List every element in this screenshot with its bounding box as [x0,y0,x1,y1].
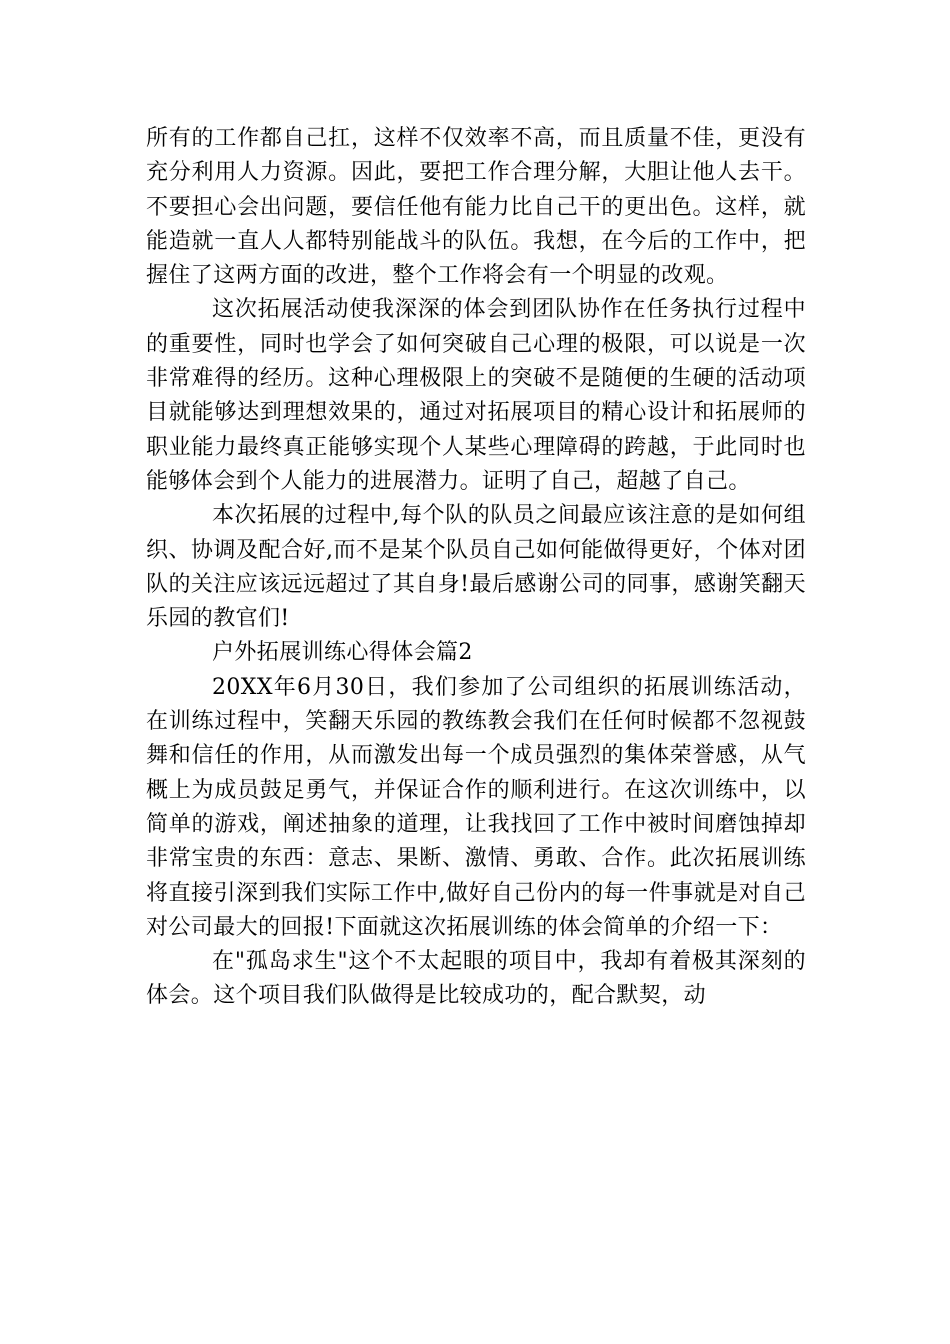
document-page [146,122,806,1014]
paragraph-team-reflection: 这次拓展活动使我深深的体会到团队协作在任务执行过程中的重要性，同时也学会了如何突破自己心理的极限，可以说是一次非常难得的经历。这种心理极限上的突破不是随便的生硬的活动项目就能够达到理想效果的，通过对拓展项目的精心设计和拓展师的职业能力最终真正能够实现个人某些心理障碍的跨越，于此同时也能够体会到个人能力的进展潜力。证明了自己，超越了自己。 [146,297,806,494]
paragraph-training-date: 20XX年6月30日，我们参加了公司组织的拓展训练活动，在训练过程中，笑翻天乐园的教练教会我们在任何时候都不忽视鼓舞和信任的作用，从而激发出每一个成员强烈的集体荣誉感，从气概上为成员鼓足勇气，并保证合作的顺利进行。在这次训练中，以简单的游戏，阐述抽象的道理，让我找回了工作中被时间磨蚀掉却非常宝贵的东西：意志、果断、激情、勇敢、合作。此次拓展训练将直接引深到我们实际工作中,做好自己份内的每一件事就是对自己对公司最大的回报!下面就这次拓展训练的体会简单的介绍一下： [146,674,806,940]
paragraph-island-survival: 在"孤岛求生"这个不太起眼的项目中，我却有着极其深刻的体会。这个项目我们队做得是比较成功的，配合默契，动 [146,949,806,1009]
section-heading: 户外拓展训练心得体会篇2 [212,640,473,666]
paragraph-continued: 所有的工作都自己扛，这样不仅效率不高，而且质量不佳，更没有充分利用人力资源。因此，要把工作合理分解，大胆让他人去干。不要担心会出问题，要信任他有能力比自己干的更出色。这样，就能造就一直人人都特别能战斗的队伍。我想，在今后的工作中，把握住了这两方面的改进，整个工作将会有一个明显的改观。 [146,126,806,289]
paragraph-thanks: 本次拓展的过程中,每个队的队员之间最应该注意的是如何组织、协调及配合好,而不是某个队员自己如何能做得更好，个体对团队的关注应该远远超过了其自身!最后感谢公司的同事，感谢笑翻天乐园的教官们! [146,503,806,632]
